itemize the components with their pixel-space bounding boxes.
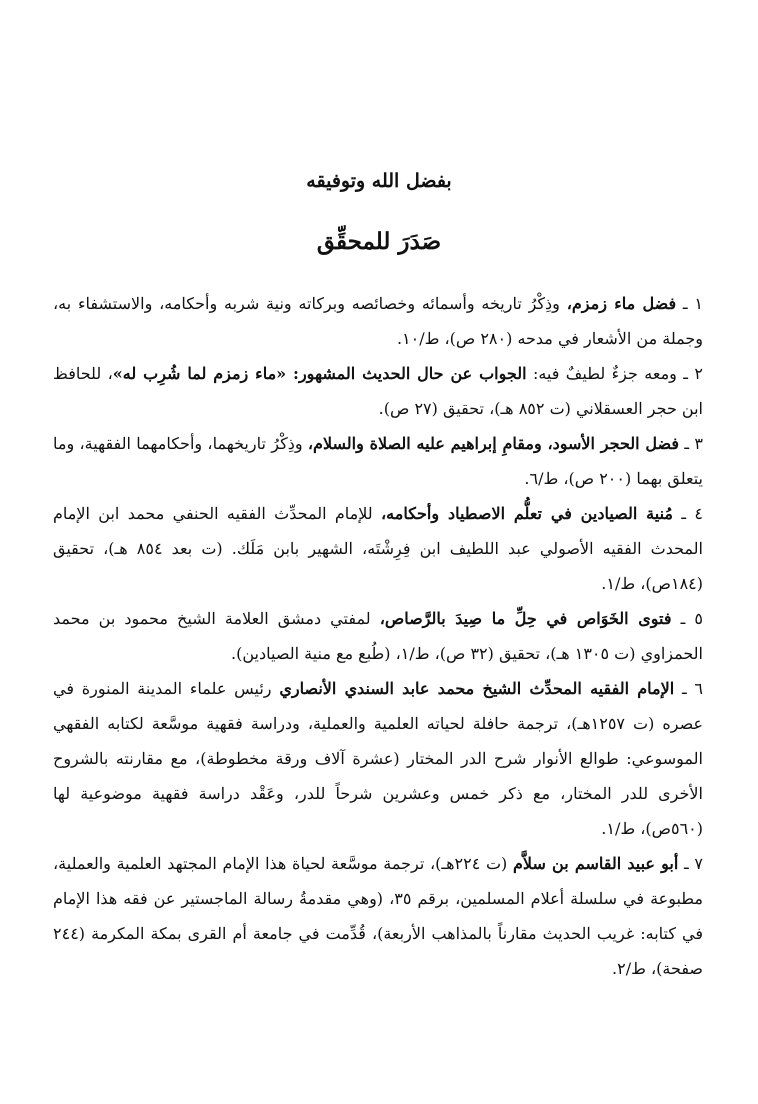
list-item xyxy=(53,671,703,846)
item-title: مُنية الصيادين في تعلُّم الاصطياد وأحكامه، xyxy=(381,504,673,523)
list-item xyxy=(53,496,703,601)
item-number: ٢ ـ xyxy=(683,364,703,383)
item-description: وذِكْرُ تاريخهما، وأحكامهما الفقهية، وما يتعلق بهما (٢٠٠ ص)، ط/٦. xyxy=(53,434,703,488)
list-item xyxy=(53,601,703,671)
item-title: فضل الحجر الأسود، ومقامِ إبراهيم عليه الصلاة والسلام، xyxy=(307,434,680,453)
item-description: وذِكْرُ تاريخه وأسمائه وخصائصه وبركاته ونية شربه وأحكامه، والاستشفاء به، وجملة من الأشعار في مدحه (٢٨٠ ص)، ط/١٠. xyxy=(53,294,703,348)
item-number: ٤ ـ xyxy=(681,504,703,523)
item-description: للإمام المحدِّث الفقيه الحنفي محمد ابن الإمام المحدث الفقيه الأصولي عبد اللطيف ابن فِرِشْتَه، الشهير بابن مَلَك. (ت بعد ٨٥٤ هـ)، تحقيق (١٨٤ص)، ط/١. xyxy=(53,504,703,593)
item-number: ٣ ـ xyxy=(684,434,703,453)
item-title: فتوى الخَوَاص في حِلِّ ما صِيدَ بالرَّصاص، xyxy=(379,609,672,628)
item-description: ، للحافظ ابن حجر العسقلاني (ت ٨٥٢ هـ)، تحقيق (٢٧ ص). xyxy=(53,364,703,418)
item-description: (ت ٢٢٤هـ)، ترجمة موسَّعة لحياة هذا الإمام المجتهد العلمية والعملية، مطبوعة في سلسلة أعلام المسلمين، برقم ٣٥، (وهي مقدمةُ رسالة الماجستير عن فقه هذا الإمام في كتابه: غريب الحديث مقارناً بالمذاهب الأربعة)، قُدِّمت في جامعة أم القرى بمكة المكرمة (٢٤٤ صفحة)، ط/٢. xyxy=(53,854,703,978)
item-title: الجواب عن حال الحديث المشهور: «ماء زمزم لما شُرِب له» xyxy=(112,364,527,383)
item-number: ١ ـ xyxy=(682,294,704,313)
list-item xyxy=(53,846,703,986)
page-heading-top: بفضل الله وتوفيقه xyxy=(306,170,452,192)
item-number: ٦ ـ xyxy=(681,679,703,698)
list-item xyxy=(53,426,703,496)
item-title: أبو عبيد القاسم بن سلاَّم xyxy=(512,854,679,873)
item-number: ٥ ـ xyxy=(680,609,704,628)
page-title: صَدَرَ للمحقِّق xyxy=(316,228,442,255)
publications-list xyxy=(53,286,703,986)
item-title: فضل ماء زمزم، xyxy=(566,294,677,313)
item-description: رئيس علماء المدينة المنورة في عصره (ت ١٢٥٧هـ)، ترجمة حافلة لحياته العلمية والعملية، ودراسة فقهية موسَّعة لكتابه الفقهي الموسوعي: طوالع الأنوار شرح الدر المختار (عشرة آلاف ورقة مخطوطة)، مع مقارنته بالشروح الأخرى للدر المختار، مع ذكر خمس وعشرين شرحاً للدر، وعَقْد دراسة فقهية موضوعية لها (٥٦٠ص)، ط/١. xyxy=(53,679,704,838)
item-title: الإمام الفقيه المحدِّث الشيخ محمد عابد السندي الأنصاري xyxy=(279,679,675,698)
list-item xyxy=(53,356,703,426)
item-number: ٧ ـ xyxy=(684,854,703,873)
item-description: لمفتي دمشق العلامة الشيخ محمود بن محمد الحمزاوي (ت ١٣٠٥ هـ)، تحقيق (٣٢ ص)، ط/١، (طُبع مع منية الصيادين). xyxy=(53,609,703,663)
list-item xyxy=(53,286,703,356)
item-intro: ومعه جزءٌ لطيفٌ فيه: xyxy=(526,364,677,383)
